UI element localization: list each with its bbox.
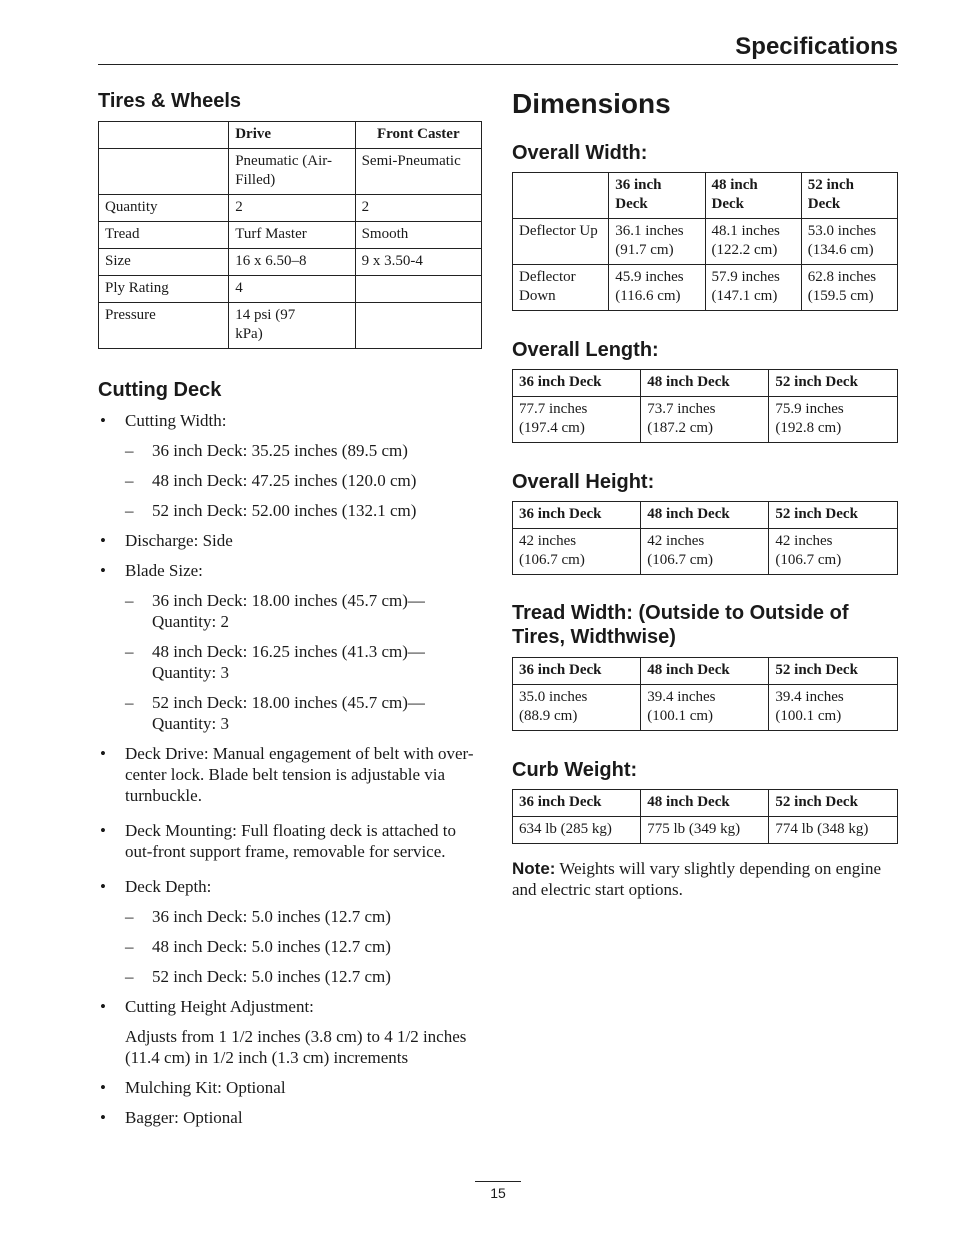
- sub-list-item-text: 36 inch Deck: 35.25 inches (89.5 cm): [152, 441, 408, 460]
- sub-list-item: [125, 470, 482, 491]
- dash-mark: –: [125, 693, 134, 712]
- page-number: 15: [490, 1185, 506, 1201]
- table-row: [513, 529, 898, 575]
- sub-list-item: [125, 500, 482, 521]
- table-header-cell: 36 inch Deck: [609, 173, 705, 219]
- bullet-mark: •: [100, 411, 106, 430]
- dimensions-heading: Dimensions: [512, 88, 671, 119]
- cutting-deck-heading: Cutting Deck: [98, 379, 222, 401]
- sub-list: [125, 590, 482, 734]
- list-item-text: Deck Drive: Manual engagement of belt with over-center lock. Blade belt tension is adjustable via turnbuckle.: [125, 744, 474, 805]
- table-header-row: [513, 370, 898, 397]
- sub-list-item-text: 52 inch Deck: 5.0 inches (12.7 cm): [152, 967, 391, 986]
- list-item: [98, 530, 482, 551]
- overall-width-table: [512, 172, 898, 311]
- table-cell: Pressure: [99, 303, 229, 349]
- table-cell: 77.7 inches (197.4 cm): [513, 397, 641, 443]
- table-row: [99, 303, 482, 349]
- dash-mark: –: [125, 471, 134, 490]
- table-cell: 14 psi (97 kPa): [229, 303, 355, 349]
- tread-width-heading: Tread Width: (Outside to Outside of Tires, Widthwise): [512, 602, 849, 648]
- bullet-mark: •: [100, 821, 106, 840]
- table-cell: 774 lb (348 kg): [769, 817, 898, 844]
- bullet-mark: •: [100, 561, 106, 580]
- table-cell: Tread: [99, 222, 229, 249]
- list-item: [98, 1107, 482, 1128]
- table-header-cell: 48 inch Deck: [705, 173, 801, 219]
- table-cell: 39.4 inches (100.1 cm): [641, 685, 769, 731]
- table-header-cell: [99, 122, 229, 149]
- sub-list-item: [125, 641, 452, 683]
- list-item-text: Deck Depth:: [125, 877, 212, 896]
- cutting-deck-list: [98, 410, 482, 1128]
- dash-mark: –: [125, 967, 134, 986]
- table-cell: 45.9 inches (116.6 cm): [609, 265, 705, 311]
- table-cell: Size: [99, 249, 229, 276]
- list-item: [98, 996, 482, 1068]
- table-header-row: [513, 502, 898, 529]
- table-cell: 2: [229, 195, 355, 222]
- list-item: [98, 560, 482, 734]
- table-header-cell: 48 inch Deck: [641, 370, 769, 397]
- sub-list-item: [125, 440, 482, 461]
- curb-weight-table: [512, 789, 898, 844]
- table-header-cell: [513, 173, 609, 219]
- list-item-text: Blade Size:: [125, 561, 203, 580]
- table-row: [99, 249, 482, 276]
- table-row: [99, 195, 482, 222]
- table-header-cell: 48 inch Deck: [641, 658, 769, 685]
- table-cell: Smooth: [355, 222, 481, 249]
- tires-wheels-heading: Tires & Wheels: [98, 90, 242, 112]
- sub-list-item-text: 48 inch Deck: 47.25 inches (120.0 cm): [152, 471, 417, 490]
- sub-list-item-text: 52 inch Deck: 52.00 inches (132.1 cm): [152, 501, 417, 520]
- list-item: [98, 876, 482, 987]
- table-row: [513, 219, 898, 265]
- list-item: [98, 820, 482, 862]
- bullet-mark: •: [100, 1108, 106, 1127]
- dash-mark: –: [125, 501, 134, 520]
- table-cell: Ply Rating: [99, 276, 229, 303]
- bullet-mark: •: [100, 1078, 106, 1097]
- table-cell: [99, 149, 229, 195]
- table-cell: 16 x 6.50–8: [229, 249, 355, 276]
- list-item-text: Cutting Height Adjustment:: [125, 997, 314, 1016]
- table-cell: 75.9 inches (192.8 cm): [769, 397, 898, 443]
- list-item-text: Discharge: Side: [125, 531, 233, 550]
- sub-list: [125, 440, 482, 521]
- table-cell: Semi-Pneumatic: [355, 149, 481, 195]
- table-row: [99, 149, 482, 195]
- table-header-cell: 52 inch Deck: [769, 790, 898, 817]
- overall-length-heading: Overall Length:: [512, 339, 659, 361]
- table-row: [513, 397, 898, 443]
- table-cell: Deflector Up: [513, 219, 609, 265]
- list-item-text: Cutting Width:: [125, 411, 227, 430]
- sub-list-item: [125, 692, 452, 734]
- table-cell: 42 inches (106.7 cm): [769, 529, 898, 575]
- overall-height-heading: Overall Height:: [512, 471, 655, 493]
- table-cell: 9 x 3.50-4: [355, 249, 481, 276]
- table-cell: 73.7 inches (187.2 cm): [641, 397, 769, 443]
- header-divider: [98, 64, 898, 65]
- table-header-cell: Drive: [229, 122, 355, 149]
- table-header-cell: 52 inch Deck: [769, 370, 898, 397]
- bullet-mark: •: [100, 997, 106, 1016]
- table-cell: 2: [355, 195, 481, 222]
- table-cell: 39.4 inches (100.1 cm): [769, 685, 898, 731]
- sub-list: [125, 906, 482, 987]
- table-header-cell: 52 inch Deck: [769, 502, 898, 529]
- tread-width-table: [512, 657, 898, 731]
- table-header-cell: 48 inch Deck: [641, 502, 769, 529]
- table-cell: 35.0 inches (88.9 cm): [513, 685, 641, 731]
- note-text: Weights will vary slightly depending on engine and electric start options.: [512, 859, 881, 899]
- list-item-text: Bagger: Optional: [125, 1108, 243, 1127]
- table-header-cell: 36 inch Deck: [513, 502, 641, 529]
- table-header-cell: 36 inch Deck: [513, 658, 641, 685]
- list-item: [98, 743, 482, 806]
- tires-wheels-table: [98, 121, 482, 349]
- sub-list-item-text: 48 inch Deck: 16.25 inches (41.3 cm)—Quantity: 3: [152, 642, 425, 682]
- list-item-text: Mulching Kit: Optional: [125, 1078, 286, 1097]
- curb-weight-heading: Curb Weight:: [512, 759, 638, 781]
- table-header-row: [513, 790, 898, 817]
- cutting-height-description: Adjusts from 1 1/2 inches (3.8 cm) to 4 1/2 inches (11.4 cm) in 1/2 inch (1.3 cm) increments: [125, 1027, 467, 1067]
- overall-width-heading: Overall Width:: [512, 142, 648, 164]
- table-cell: 48.1 inches (122.2 cm): [705, 219, 801, 265]
- footer-divider: [475, 1181, 521, 1182]
- dash-mark: –: [125, 591, 134, 610]
- bullet-mark: •: [100, 531, 106, 550]
- table-header-row: [513, 173, 898, 219]
- table-cell: 57.9 inches (147.1 cm): [705, 265, 801, 311]
- table-row: [513, 685, 898, 731]
- dash-mark: –: [125, 642, 134, 661]
- list-item-text: Deck Mounting: Full floating deck is attached to out-front support frame, removable for service.: [125, 821, 456, 861]
- table-row: [513, 265, 898, 311]
- table-cell: 36.1 inches (91.7 cm): [609, 219, 705, 265]
- table-cell: Quantity: [99, 195, 229, 222]
- table-header-cell: 48 inch Deck: [641, 790, 769, 817]
- list-item: [98, 1077, 482, 1098]
- table-cell: 634 lb (285 kg): [513, 817, 641, 844]
- dash-mark: –: [125, 937, 134, 956]
- table-cell: Pneumatic (Air-Filled): [229, 149, 355, 195]
- list-item: [98, 410, 482, 521]
- table-cell: 4: [229, 276, 355, 303]
- dash-mark: –: [125, 907, 134, 926]
- sub-list-item-text: 36 inch Deck: 5.0 inches (12.7 cm): [152, 907, 391, 926]
- table-header-row: [99, 122, 482, 149]
- table-header-cell: 36 inch Deck: [513, 790, 641, 817]
- table-row: [513, 817, 898, 844]
- table-cell: [355, 303, 481, 349]
- overall-length-table: [512, 369, 898, 443]
- sub-list-item-text: 36 inch Deck: 18.00 inches (45.7 cm)—Quantity: 2: [152, 591, 425, 631]
- page-header-title: Specifications: [735, 33, 898, 60]
- table-cell: 53.0 inches (134.6 cm): [801, 219, 897, 265]
- right-column: [512, 86, 898, 900]
- table-cell: Deflector Down: [513, 265, 609, 311]
- left-column: [98, 88, 482, 1128]
- table-cell: 42 inches (106.7 cm): [641, 529, 769, 575]
- table-header-cell: Front Caster: [355, 122, 481, 149]
- table-row: [99, 222, 482, 249]
- table-header-row: [513, 658, 898, 685]
- table-row: [99, 276, 482, 303]
- table-cell: 775 lb (349 kg): [641, 817, 769, 844]
- table-cell: [355, 276, 481, 303]
- table-header-cell: 52 inch Deck: [801, 173, 897, 219]
- bullet-mark: •: [100, 877, 106, 896]
- bullet-mark: •: [100, 744, 106, 763]
- overall-height-table: [512, 501, 898, 575]
- table-cell: Turf Master: [229, 222, 355, 249]
- sub-list-item: [125, 906, 482, 927]
- dash-mark: –: [125, 441, 134, 460]
- sub-list-item: [125, 966, 482, 987]
- sub-list-item-text: 52 inch Deck: 18.00 inches (45.7 cm)—Quantity: 3: [152, 693, 425, 733]
- table-cell: 42 inches (106.7 cm): [513, 529, 641, 575]
- note-label: Note:: [512, 859, 556, 878]
- sub-list-item-text: 48 inch Deck: 5.0 inches (12.7 cm): [152, 937, 391, 956]
- sub-list-item: [125, 936, 482, 957]
- table-header-cell: 52 inch Deck: [769, 658, 898, 685]
- table-cell: 62.8 inches (159.5 cm): [801, 265, 897, 311]
- table-header-cell: 36 inch Deck: [513, 370, 641, 397]
- weight-note: [512, 858, 898, 900]
- sub-list-item: [125, 590, 452, 632]
